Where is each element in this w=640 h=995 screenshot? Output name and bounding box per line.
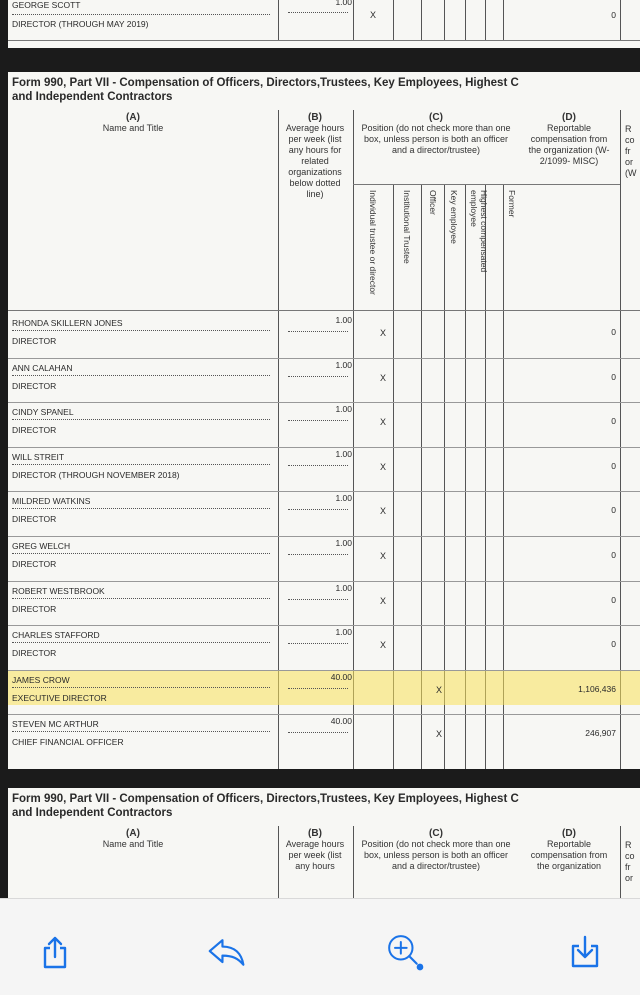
hours: 1.00 <box>335 315 352 325</box>
form-header-line1: Form 990, Part VII - Compensation of Officers, Directors,Trustees, Key Employees, Highest C <box>12 793 519 805</box>
table-row <box>8 492 640 536</box>
checkbox-mark: X <box>370 10 377 20</box>
position-individual-trustee: Individual trustee or director <box>368 190 378 295</box>
dotted-line <box>288 12 348 13</box>
person-name: WILL STREIT <box>12 451 65 462</box>
dotted-line <box>12 330 270 331</box>
checkbox-mark: X <box>380 372 387 383</box>
column-e-fragment: R co fr or <box>625 840 635 883</box>
dotted-line <box>288 376 348 377</box>
person-name: GEORGE SCOTT <box>12 0 81 10</box>
column-b-label: Average hours per week (list any hours <box>285 839 345 871</box>
checkbox-mark: X <box>380 506 387 517</box>
compensation: 1,106,436 <box>578 683 616 694</box>
checkbox-mark: X <box>380 328 387 338</box>
column-b-label: Average hours per week (list any hours for related organizations below dotted line) <box>285 123 345 199</box>
dotted-line <box>288 509 348 510</box>
column-d-letter: (D) <box>562 828 576 839</box>
column-d-letter: (D) <box>562 112 576 123</box>
reply-button[interactable] <box>207 932 247 972</box>
compensation: 0 <box>611 639 616 650</box>
checkbox-mark: X <box>380 461 387 472</box>
table-row <box>8 359 640 403</box>
compensation: 0 <box>611 460 616 471</box>
dotted-line <box>12 375 270 376</box>
dotted-line <box>288 643 348 644</box>
dotted-line <box>288 554 348 555</box>
column-c-label: Position (do not check more than one box, unless person is both an officer and a director/trustee) <box>361 123 511 155</box>
column-a-label: Name and Title <box>102 839 164 849</box>
column-b-letter: (B) <box>308 828 322 839</box>
dotted-line <box>12 731 270 732</box>
person-name: GREG WELCH <box>12 541 71 551</box>
hours: 1.00 <box>335 0 352 7</box>
compensation: 0 <box>611 10 616 20</box>
person-title: DIRECTOR <box>12 648 57 659</box>
person-name: CINDY SPANEL <box>12 407 74 418</box>
person-title: DIRECTOR <box>12 514 57 525</box>
share-button[interactable] <box>35 932 75 972</box>
dotted-line <box>288 688 348 689</box>
dotted-line <box>12 642 270 643</box>
column-a-header <box>68 112 198 134</box>
column-c-letter: (C) <box>429 112 443 123</box>
column-a-header <box>68 828 198 850</box>
table-row <box>8 403 640 447</box>
zoom-in-icon <box>385 928 425 976</box>
compensation: 246,907 <box>585 728 616 739</box>
dotted-line <box>288 599 348 600</box>
save-button[interactable] <box>565 932 605 972</box>
person-name: ANN CALAHAN <box>12 362 73 373</box>
share-icon <box>40 935 70 969</box>
compensation: 0 <box>611 416 616 427</box>
column-c-label: Position (do not check more than one box, unless person is both an officer and a director/trustee) <box>361 839 511 871</box>
person-title: EXECUTIVE DIRECTOR <box>12 692 107 703</box>
person-name: MILDRED WATKINS <box>12 496 91 507</box>
dotted-line <box>288 732 348 733</box>
hours: 1.00 <box>335 359 352 370</box>
person-title: DIRECTOR <box>12 425 57 436</box>
position-highest-compensated: Highest compensated employee <box>469 190 489 273</box>
column-a-label: Name and Title <box>102 123 164 133</box>
dotted-line <box>288 465 348 466</box>
compensation: 0 <box>611 550 616 560</box>
compensation: 0 <box>611 327 616 337</box>
person-name: STEVEN MC ARTHUR <box>12 719 99 730</box>
dotted-line <box>288 331 348 332</box>
person-title: DIRECTOR <box>12 603 57 614</box>
person-name: ROBERT WESTBROOK <box>12 585 105 596</box>
dotted-line <box>12 598 270 599</box>
column-b-header <box>280 112 350 200</box>
table-row <box>8 582 640 626</box>
form-header-line2: and Independent Contractors <box>12 807 173 819</box>
hours: 40.00 <box>330 716 352 727</box>
person-name: RHONDA SKILLERN JONES <box>12 318 123 328</box>
checkbox-mark: X <box>380 640 387 651</box>
person-name: JAMES CROW <box>12 674 70 685</box>
person-title: DIRECTOR <box>12 559 57 569</box>
column-e-fragment: R co fr or (W <box>625 124 637 178</box>
compensation: 0 <box>611 505 616 516</box>
form-header-line2: and Independent Contractors <box>12 91 173 103</box>
checkbox-mark: X <box>380 595 387 606</box>
person-title: DIRECTOR <box>12 336 57 346</box>
form-header <box>12 76 519 104</box>
hours: 1.00 <box>335 493 352 504</box>
checkbox-mark: X <box>436 729 443 740</box>
position-officer: Officer <box>428 190 438 215</box>
zoom-in-button[interactable] <box>385 932 425 972</box>
column-a-letter: (A) <box>126 828 140 839</box>
table-row <box>8 671 640 715</box>
compensation: 0 <box>611 594 616 605</box>
table-row <box>8 537 640 581</box>
column-b-header <box>280 828 350 872</box>
position-key-employee: Key employee <box>449 190 459 244</box>
hours: 1.00 <box>335 404 352 415</box>
save-icon <box>568 935 602 969</box>
checkbox-mark: X <box>380 417 387 428</box>
person-name: CHARLES STAFFORD <box>12 630 100 641</box>
document-page <box>8 72 640 769</box>
person-title: DIRECTOR (THROUGH MAY 2019) <box>12 19 149 29</box>
checkbox-mark: X <box>380 551 387 561</box>
hours: 1.00 <box>335 538 352 548</box>
column-c-letter: (C) <box>429 828 443 839</box>
table-row <box>8 314 640 358</box>
hours: 1.00 <box>335 582 352 593</box>
column-d-label: Reportable compensation from the organization (W- 2/1099- MISC) <box>528 123 610 166</box>
table-row <box>8 715 640 759</box>
bottom-toolbar <box>0 898 640 995</box>
column-d-header <box>524 112 614 167</box>
column-d-label: Reportable compensation from the organization <box>530 839 608 871</box>
document-page-fragment-top <box>8 0 640 48</box>
person-title: DIRECTOR <box>12 380 57 391</box>
hours: 1.00 <box>335 448 352 459</box>
dotted-line <box>12 464 270 465</box>
hours: 40.00 <box>330 671 352 682</box>
column-c-header <box>356 828 516 872</box>
reply-icon <box>207 935 247 969</box>
person-title: DIRECTOR (THROUGH NOVEMBER 2018) <box>12 469 180 480</box>
person-title: CHIEF FINANCIAL OFFICER <box>12 737 124 748</box>
hours: 1.00 <box>335 627 352 638</box>
dotted-line <box>12 553 270 554</box>
checkbox-mark: X <box>436 684 443 695</box>
form-header-line1: Form 990, Part VII - Compensation of Officers, Directors,Trustees, Key Employees, Highest C <box>12 77 519 89</box>
column-d-header <box>524 828 614 872</box>
position-former: Former <box>507 190 517 218</box>
column-c-header <box>356 112 516 156</box>
table-row <box>8 626 640 670</box>
document-page-next <box>8 788 640 898</box>
form-header-next <box>12 792 519 820</box>
dotted-line <box>12 687 270 688</box>
dotted-line <box>288 420 348 421</box>
table-row <box>8 448 640 492</box>
dotted-line <box>12 508 270 509</box>
dotted-line <box>12 14 270 15</box>
column-b-letter: (B) <box>308 112 322 123</box>
column-a-letter: (A) <box>126 112 140 123</box>
compensation: 0 <box>611 371 616 382</box>
position-institutional-trustee: Institutional Trustee <box>402 190 412 264</box>
dotted-line <box>12 419 270 420</box>
